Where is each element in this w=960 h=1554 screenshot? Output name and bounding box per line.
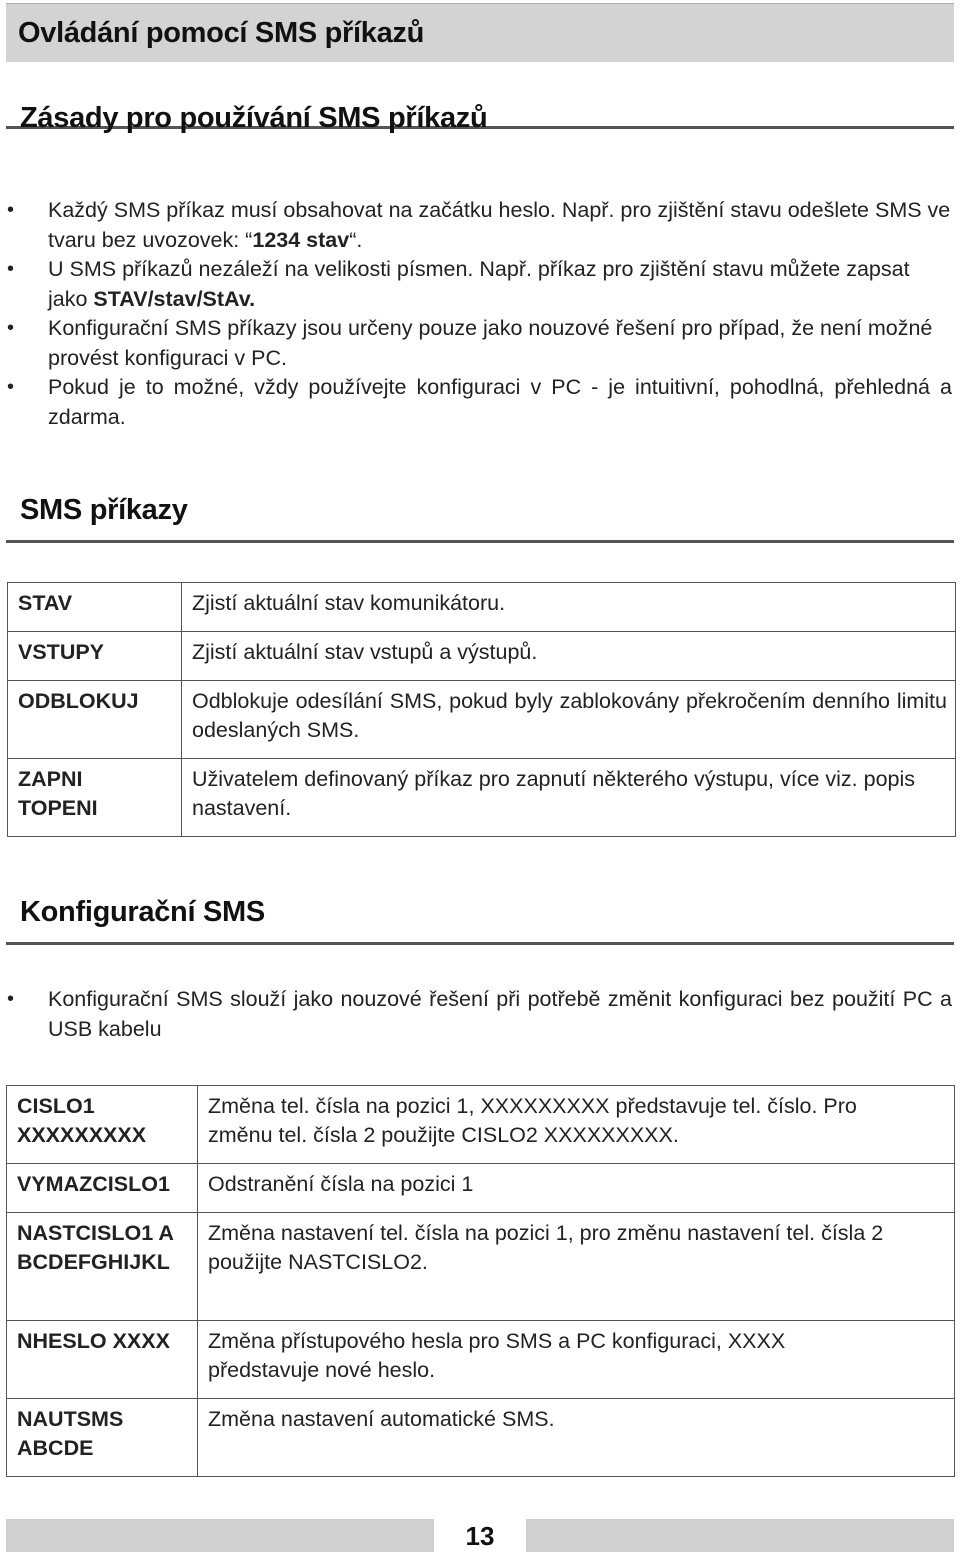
rules-item: • Konfigurační SMS příkazy jsou určeny pouze jako nouzové řešení pro případ, že není možné provést konfiguraci v PC. bbox=[7, 316, 933, 370]
rules-list bbox=[0, 196, 960, 432]
chapter-title: Ovládání pomocí SMS příkazů bbox=[18, 17, 425, 49]
table-row bbox=[8, 583, 956, 632]
config-item: • Konfigurační SMS slouží jako nouzové řešení při potřebě změnit konfiguraci bez použití PC a USB kabelu bbox=[7, 987, 952, 1041]
section-sms-commands-heading bbox=[6, 490, 954, 543]
rules-item: • U SMS příkazů nezáleží na velikosti písmen. Např. příkaz pro zjištění stavu můžete zapsat jako STAV/stav/StAv. bbox=[7, 257, 910, 311]
section-config-sms-heading bbox=[6, 892, 954, 945]
command-cell: NAUTSMS ABCDE bbox=[7, 1399, 198, 1477]
description-cell: Zjistí aktuální stav komunikátoru. bbox=[182, 583, 956, 632]
sms-commands-table bbox=[7, 582, 956, 837]
section-rules-title: Zásady pro používání SMS příkazů bbox=[20, 102, 488, 134]
section-rules-heading bbox=[6, 100, 954, 134]
table-row bbox=[7, 1164, 955, 1213]
command-cell: VSTUPY bbox=[8, 632, 182, 681]
table-row bbox=[8, 759, 956, 837]
description-cell: Odstranění čísla na pozici 1 bbox=[198, 1164, 955, 1213]
section-sms-commands-title: SMS příkazy bbox=[20, 494, 188, 526]
command-cell: CISLO1 XXXXXXXXX bbox=[7, 1086, 198, 1164]
config-sms-table bbox=[6, 1085, 955, 1477]
config-list bbox=[0, 985, 960, 1044]
description-cell: Odblokuje odesílání SMS, pokud byly zablokovány překročením denního limitu odeslaných SMS. bbox=[182, 681, 956, 759]
command-cell: NHESLO XXXX bbox=[7, 1321, 198, 1399]
bullet-icon: • bbox=[7, 376, 15, 398]
table-row bbox=[7, 1399, 955, 1477]
bullet-icon: • bbox=[7, 988, 15, 1010]
description-cell: Změna tel. čísla na pozici 1, XXXXXXXXX představuje tel. číslo. Pro změnu tel. čísla 2 použijte CISLO2 XXXXXXXXX. bbox=[198, 1086, 955, 1164]
description-cell: Zjistí aktuální stav vstupů a výstupů. bbox=[182, 632, 956, 681]
page-footer bbox=[6, 1519, 954, 1552]
table-row bbox=[7, 1321, 955, 1399]
command-cell: ZAPNI TOPENI bbox=[8, 759, 182, 837]
table-row bbox=[7, 1213, 955, 1321]
page-number: 13 bbox=[434, 1519, 526, 1552]
bullet-icon: • bbox=[7, 258, 15, 280]
description-cell: Změna nastavení automatické SMS. bbox=[198, 1399, 955, 1477]
rules-item: • Pokud je to možné, vždy používejte konfiguraci v PC - je intuitivní, pohodlná, přehledná a zdarma. bbox=[7, 375, 952, 429]
command-cell: ODBLOKUJ bbox=[8, 681, 182, 759]
rules-item: • Každý SMS příkaz musí obsahovat na začátku heslo. Např. pro zjištění stavu odešlete SMS ve tvaru bez uvozovek: “1234 stav“. bbox=[7, 198, 951, 252]
chapter-banner bbox=[6, 3, 954, 62]
command-cell: VYMAZCISLO1 bbox=[7, 1164, 198, 1213]
table-row bbox=[8, 681, 956, 759]
command-cell: STAV bbox=[8, 583, 182, 632]
description-cell: Změna nastavení tel. čísla na pozici 1, pro změnu nastavení tel. čísla 2 použijte NASTCISLO2. bbox=[198, 1213, 955, 1321]
table-row bbox=[8, 632, 956, 681]
description-cell: Uživatelem definovaný příkaz pro zapnutí některého výstupu, více viz. popis nastavení. bbox=[182, 759, 956, 837]
section-config-sms-title: Konfigurační SMS bbox=[20, 896, 265, 928]
description-cell: Změna přístupového hesla pro SMS a PC konfiguraci, XXXX představuje nové heslo. bbox=[198, 1321, 955, 1399]
bullet-icon: • bbox=[7, 317, 15, 339]
command-cell: NASTCISLO1 ABCDEFGHIJKL bbox=[7, 1213, 198, 1321]
table-row bbox=[7, 1086, 955, 1164]
bullet-icon: • bbox=[7, 199, 15, 221]
